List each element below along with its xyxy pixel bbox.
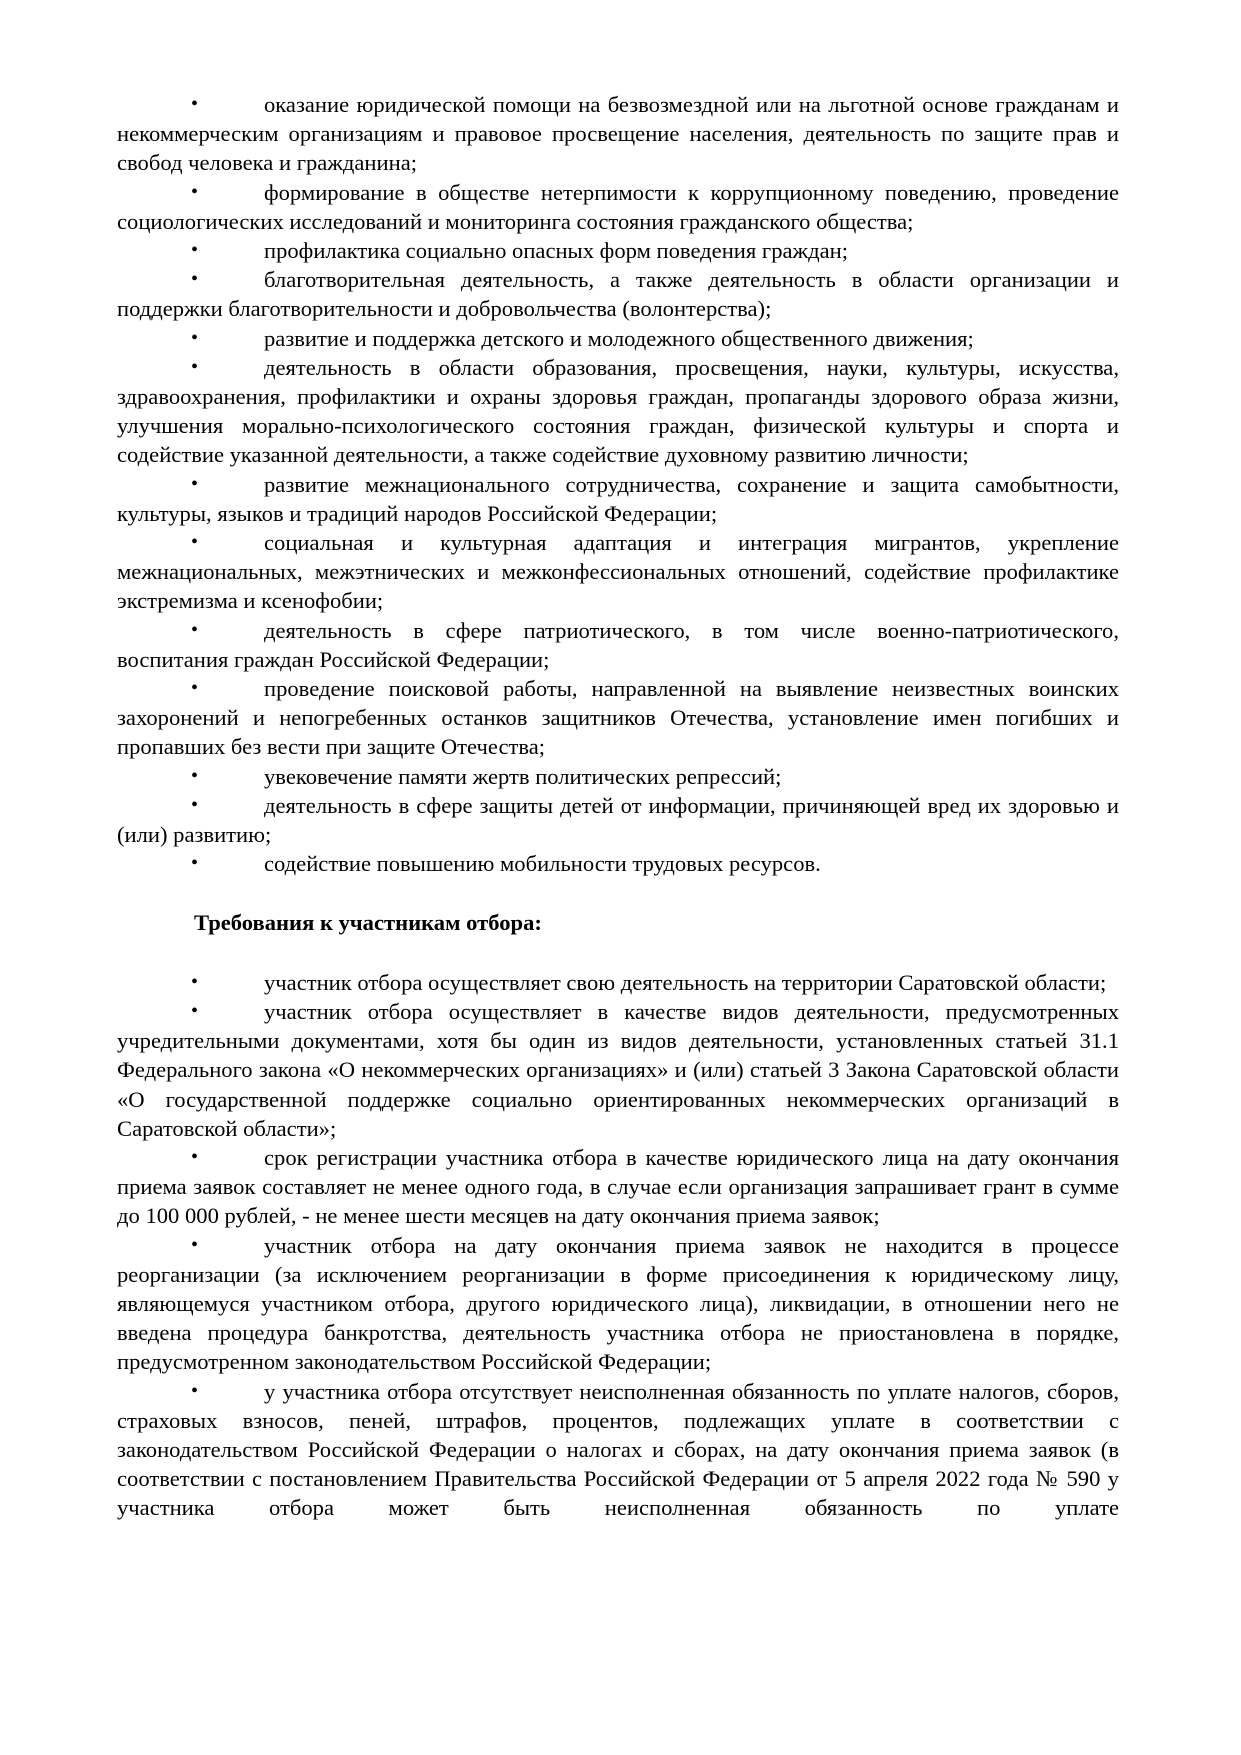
- bullet-icon: •: [191, 764, 199, 787]
- list-item: • содействие повышению мобильности трудовых ресурсов.: [117, 849, 1119, 878]
- bullet-icon: •: [191, 677, 199, 700]
- list-item: • развитие и поддержка детского и молодежного общественного движения;: [117, 324, 1119, 353]
- activity-list: [117, 90, 1119, 878]
- bullet-icon: •: [191, 355, 199, 378]
- list-item: • участник отбора осуществляет свою деятельность на территории Саратовской области;: [117, 968, 1119, 997]
- bullet-icon: •: [191, 1379, 199, 1402]
- list-item: • развитие межнационального сотрудничества, сохранение и защита самобытности, культуры, языков и традиций народов Российской Федерации;: [117, 471, 1119, 526]
- list-item: • профилактика социально опасных форм поведения граждан;: [117, 236, 1119, 265]
- list-item: • участник отбора на дату окончания приема заявок не находится в процессе реорганизации (за исключением реорганизации в форме присоединения к юридическому лицу, являющемуся участником отбора, другого юридического лица), ликвидации, в отношении него не введена процедура банкротства, деятельность участника отбора не приостановлена в порядке, предусмотренном законодательством Российской Федерации;: [117, 1232, 1119, 1375]
- list-item: • у участника отбора отсутствует неисполненная обязанность по уплате налогов, сборов, страховых взносов, пеней, штрафов, процентов, подлежащих уплате в соответствии с законодательством Российской Федерации о налогах и сборах, на дату окончания приема заявок (в соответствии с постановлением Правительства Российской Федерации от 5 апреля 2022 года № 590 у участника отбора может быть неисполненная обязанность по уплате: [117, 1378, 1119, 1521]
- bullet-icon: •: [191, 618, 199, 641]
- document-body: [117, 90, 1119, 1523]
- bullet-icon: •: [191, 93, 199, 115]
- list-item: • проведение поисковой работы, направленной на выявление неизвестных воинских захоронений и непогребенных останков защитников Отечества, установление имен погибших и пропавших без вести при защите Отечества;: [117, 676, 1119, 760]
- list-item: • деятельность в области образования, просвещения, науки, культуры, искусства, здравоохранения, профилактики и охраны здоровья граждан, пропаганды здорового образа жизни, улучшения морально-психологического состояния граждан, физической культуры и спорта и содействие указанной деятельности, а также содействие духовному развитию личности;: [117, 354, 1119, 468]
- list-item: • участник отбора осуществляет в качестве видов деятельности, предусмотренных учредительными документами, хотя бы один из видов деятельности, установленных статьей 31.1 Федерального закона «О некоммерческих организациях» и (или) статьей 3 Закона Саратовской области «О государственной поддержке социально ориентированных некоммерческих организаций в Саратовской области»;: [117, 998, 1119, 1141]
- bullet-icon: •: [191, 852, 199, 875]
- list-item: • благотворительная деятельность, а также деятельность в области организации и поддержки благотворительности и добровольчества (волонтерства);: [117, 267, 1119, 322]
- list-item: • социальная и культурная адаптация и интеграция мигрантов, укрепление межнациональных, межэтнических и межконфессиональных отношений, содействие профилактике экстремизма и ксенофобии;: [117, 530, 1119, 614]
- list-item: • формирование в обществе нетерпимости к коррупционному поведению, проведение социологических исследований и мониторинга состояния гражданского общества;: [117, 179, 1119, 234]
- list-item: • увековечение памяти жертв политических репрессий;: [117, 762, 1119, 791]
- bullet-icon: •: [191, 1145, 199, 1168]
- list-item: • срок регистрации участника отбора в качестве юридического лица на дату окончания приема заявок составляет не менее одного года, в случае если организация запрашивает грант в сумме до 100 000 рублей, - не менее шести месяцев на дату окончания приема заявок;: [117, 1144, 1119, 1229]
- list-item: • деятельность в сфере патриотического, в том числе военно-патриотического, воспитания граждан Российской Федерации;: [117, 617, 1119, 672]
- section-heading: Требования к участникам отбора:: [194, 910, 542, 936]
- bullet-icon: •: [191, 472, 199, 495]
- bullet-icon: •: [191, 180, 199, 203]
- requirements-list: [117, 968, 1119, 1523]
- bullet-icon: •: [191, 999, 199, 1022]
- list-item: • оказание юридической помощи на безвозмездной или на льготной основе гражданам и некоммерческим организациям и правовое просвещение населения, деятельность по защите прав и свобод человека и гражданина;: [117, 92, 1119, 176]
- bullet-icon: •: [191, 970, 199, 993]
- bullet-icon: •: [191, 531, 199, 554]
- list-item: • деятельность в сфере защиты детей от информации, причиняющей вред их здоровью и (или) развитию;: [117, 792, 1119, 848]
- bullet-icon: •: [191, 1233, 199, 1256]
- bullet-icon: •: [191, 793, 199, 816]
- bullet-icon: •: [191, 268, 199, 291]
- bullet-icon: •: [191, 239, 199, 262]
- bullet-icon: •: [191, 326, 199, 349]
